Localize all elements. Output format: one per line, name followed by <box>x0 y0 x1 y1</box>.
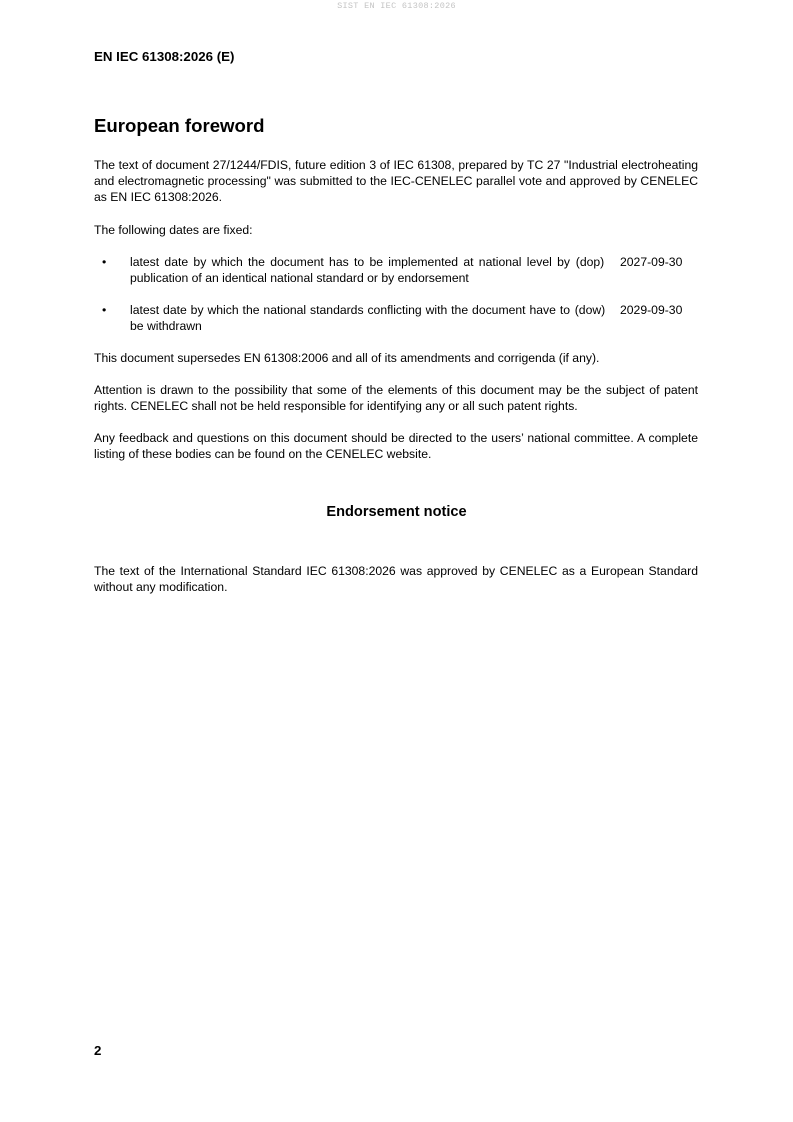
date-item-description: latest date by which the document has to be implemented at national level by publication of an identical national standard or by endorsement <box>130 255 570 285</box>
endorsement-heading: Endorsement notice <box>326 504 467 520</box>
bullet-glyph: • <box>102 255 107 269</box>
supersedes-paragraph: This document supersedes EN 61308:2006 and all of its amendments and corrigenda (if any). <box>94 351 600 365</box>
feedback-paragraph: Any feedback and questions on this document should be directed to the users’ national committee. A complete listing of these bodies can be found on the CENELEC website. <box>94 431 698 461</box>
watermark: SIST EN IEC 61308:2026 <box>337 1 456 11</box>
bullet-glyph: • <box>102 303 107 317</box>
date-item-code: (dop) <box>575 255 605 269</box>
dates-intro-paragraph: The following dates are fixed: <box>94 223 253 237</box>
page-number: 2 <box>94 1043 102 1058</box>
endorsement-paragraph: The text of the International Standard IEC 61308:2026 was approved by CENELEC as a European Standard without any modification. <box>94 564 698 594</box>
date-item-value: 2029-09-30 <box>620 303 683 317</box>
intro-paragraph: The text of document 27/1244/FDIS, future edition 3 of IEC 61308, prepared by TC 27 "Industrial electroheating and electromagnetic processing" was submitted to the IEC-CENELEC parallel vote and approved by CENELEC as EN IEC 61308:2026. <box>94 158 698 204</box>
patent-paragraph: Attention is drawn to the possibility that some of the elements of this document may be the subject of patent rights. CENELEC shall not be held responsible for identifying any or all such patent rights. <box>94 383 698 413</box>
date-item-code: (dow) <box>574 303 606 317</box>
section-heading: European foreword <box>94 115 265 136</box>
document-id-header: EN IEC 61308:2026 (E) <box>94 49 235 64</box>
date-item-value: 2027-09-30 <box>620 255 683 269</box>
date-item-description: latest date by which the national standards conflicting with the document have to be withdrawn <box>130 303 570 333</box>
